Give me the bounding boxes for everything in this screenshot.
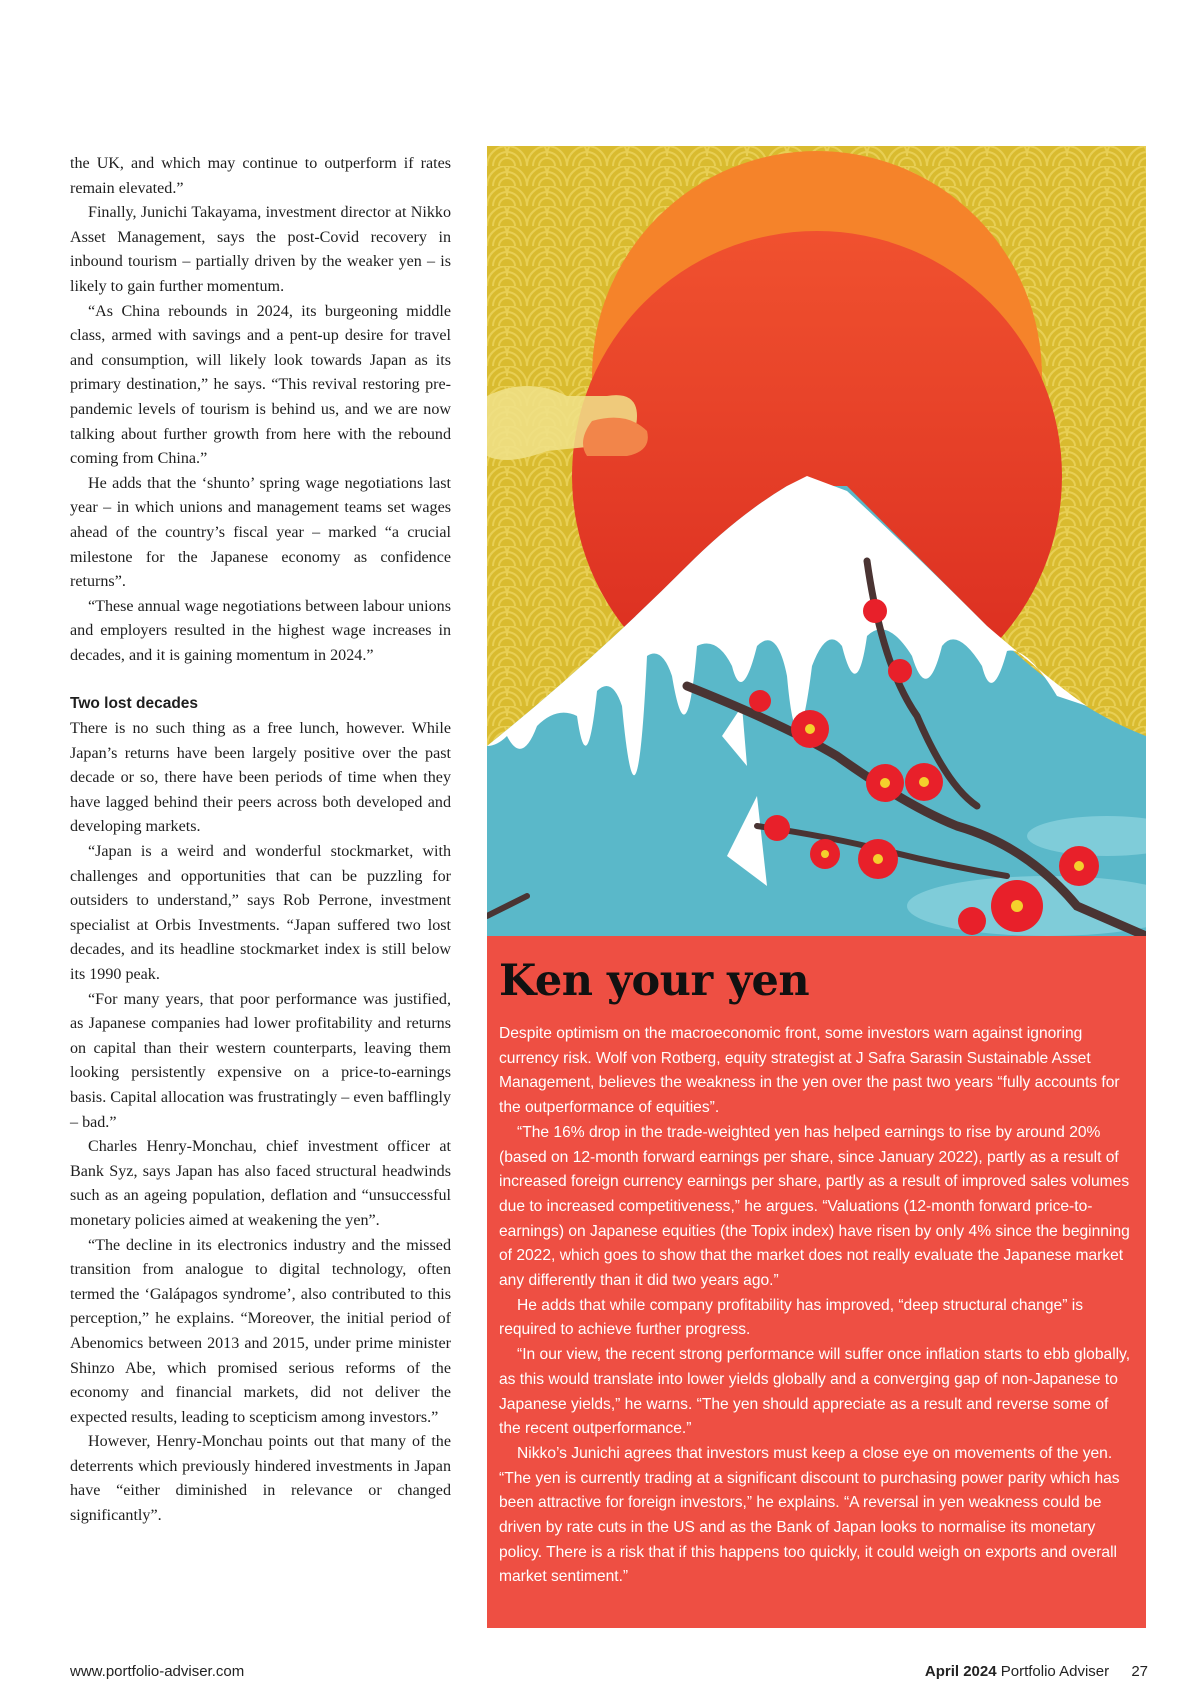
article-paragraph: There is no such thing as a free lunch, however. While Japan’s returns have been largely positive over the past decade or so, there have been periods of time when they have lagged behind their peers across both developed and developing markets. [70,720,451,836]
article-paragraph: “As China rebounds in 2024, its burgeoning middle class, armed with savings and a pent-up desire for travel and consumption, will likely look towards Japan as its primary destination,” he says. “This revival restoring pre-pandemic levels of tourism is behind us, and we are now talking about further growth from here with the rebound coming from China.” [70,302,451,468]
sidebar-paragraph: “In our view, the recent strong performance will suffer once inflation starts to ebb globally, as this would translate into lower yields globally and a converging gap of non-Japanese to Japanese yields,” he warns. “The yen should appreciate as a result and reverse some of the recent outperformance.” [499,1346,1131,1438]
sidebar-box [487,936,1146,1628]
article-paragraph: Charles Henry-Monchau, chief investment officer at Bank Syz, says Japan has also faced structural headwinds such as an ageing population, deflation and “unsuccessful monetary policies aimed at weakening the yen”. [70,1138,451,1229]
section-subheading: Two lost decades [70,695,199,713]
footer-url[interactable]: www.portfolio-adviser.com [70,1663,245,1680]
article-paragraph: “These annual wage negotiations between labour unions and employers resulted in the highest wage increases in decades, and it is gaining momentum in 2024.” [70,597,451,664]
issue-date: April 2024 [924,1663,997,1680]
sidebar-title: Ken your yen [499,956,810,1006]
footer-right [925,1663,1148,1680]
article-paragraph: the UK, and which may continue to outperform if rates remain elevated.” [70,155,451,197]
fuji-illustration [487,146,1146,936]
sidebar-paragraph: Despite optimism on the macroeconomic front, some investors warn against ignoring currency risk. Wolf von Rotberg, equity strategist at J Safra Sarasin Sustainable Asset Management, believes the weakness in the yen over the past two years “fully accounts for the outperformance of equities”. [499,1025,1120,1117]
article-paragraph: Finally, Junichi Takayama, investment director at Nikko Asset Management, says the post-Covid recovery in inbound tourism – partially driven by the weaker yen – is likely to gain further momentum. [70,204,451,295]
fuji-illustration-svg [487,146,1146,936]
article-paragraph: “For many years, that poor performance was justified, as Japanese companies had lower profitability and returns on capital than their western counterparts, leaving them looking persistently expensive on a price-to-earnings basis. Capital allocation was frustratingly – even bafflingly – bad.” [70,990,451,1131]
publication-name: Portfolio Adviser [1000,1663,1110,1680]
page-footer [70,1663,1148,1685]
article-paragraph: “Japan is a weird and wonderful stockmarket, with challenges and opportunities that can be puzzling for outsiders to understand,” says Rob Perrone, investment specialist at Orbis Investments. “Japan suffered two lost decades, and its headline stockmarket index is still below its 1990 peak. [70,843,451,983]
article-column [70,152,451,1529]
article-paragraph: “The decline in its electronics industry and the missed transition from analogue to digital technology, often termed the ‘Galápagos syndrome’, also contributed to this perception,” he explains. “Moreover, the initial period of Abenomics between 2013 and 2015, under prime minister Shinzo Abe, which promised serious reforms of the economy and financial markets, did not deliver the expected results, leading to scepticism among investors.” [70,1236,451,1426]
article-paragraph: He adds that the ‘shunto’ spring wage negotiations last year – in which unions and management teams set wages ahead of the country’s fiscal year – marked “a crucial milestone for the Japanese economy as confidence returns”. [70,474,451,591]
sidebar-paragraph: He adds that while company profitability has improved, “deep structural change” is required to achieve further progress. [499,1296,1083,1339]
page-number: 27 [1131,1663,1148,1680]
sidebar-paragraph: Nikko’s Junichi agrees that investors must keep a close eye on movements of the yen. “The yen is currently trading at a significant discount to purchasing power parity which has been attractive for foreign investors,” he explains. “A reversal in yen weakness could be driven by rate cuts in the US and as the Bank of Japan looks to normalise its monetary policy. There is a risk that if this happens too quickly, it could weigh on exports and overall market sentiment.” [499,1444,1120,1586]
article-paragraph: However, Henry-Monchau points out that many of the deterrents which previously hindered investments in Japan have “either diminished in relevance or changed significantly”. [70,1433,451,1525]
sidebar-paragraph: “The 16% drop in the trade-weighted yen has helped earnings to rise by around 20% (based on 12-month forward earnings per share, since January 2022), partly as a result of increased foreign currency earnings per share, partly as a result of improved sales volumes due to increased competitiveness,” he argues. “Valuations (12-month forward price-to-earnings) on Japanese equities (the Topix index) have risen by only 4% since the beginning of 2022, which goes to show that the market does not really evaluate the Japanese market any differently than it did two years ago.” [499,1123,1130,1290]
